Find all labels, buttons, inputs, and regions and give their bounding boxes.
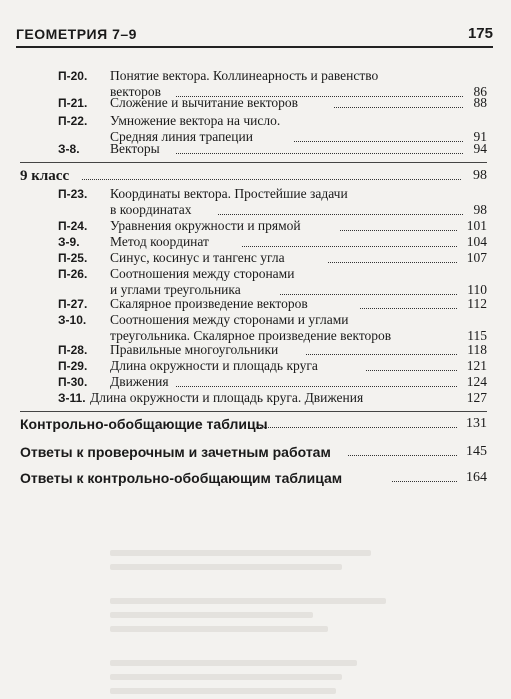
dot-leader bbox=[242, 246, 457, 247]
entry-page: 127 bbox=[466, 390, 487, 405]
dot-leader bbox=[82, 179, 461, 180]
entry-page: 124 bbox=[466, 374, 487, 389]
toc-entry-z9 bbox=[58, 234, 487, 250]
dot-leader bbox=[366, 370, 457, 371]
dot-leader bbox=[218, 214, 463, 215]
dot-leader bbox=[348, 455, 457, 456]
section-title: Ответы к проверочным и зачетным работам bbox=[20, 444, 331, 460]
entry-title: Соотношения между сторонами bbox=[110, 266, 295, 281]
entry-page: 121 bbox=[466, 358, 487, 373]
dot-leader bbox=[176, 386, 457, 387]
grade9-page: 98 bbox=[473, 168, 487, 183]
entry-title: Длина окружности и площадь круга bbox=[110, 358, 318, 373]
dot-leader bbox=[306, 354, 457, 355]
toc-entry-z11 bbox=[58, 390, 487, 406]
entry-code: П-26. bbox=[58, 267, 88, 281]
entry-code: З-8. bbox=[58, 142, 80, 156]
entry-code: П-24. bbox=[58, 219, 88, 233]
dot-leader bbox=[340, 230, 457, 231]
toc-entry-p26 bbox=[58, 266, 487, 298]
show-through-text bbox=[110, 550, 400, 670]
dot-leader bbox=[328, 262, 457, 263]
entry-title: Синус, косинус и тангенс угла bbox=[110, 250, 285, 265]
section-page: 131 bbox=[466, 416, 487, 431]
dot-leader bbox=[256, 427, 457, 428]
entry-title: Умножение вектора на число. bbox=[110, 113, 281, 128]
entry-title: Соотношения между сторонами и углами bbox=[110, 312, 349, 327]
entry-title: Векторы bbox=[110, 141, 160, 156]
entry-page: 88 bbox=[473, 95, 487, 110]
entry-code: З-11. bbox=[58, 391, 86, 405]
toc-entry-p28 bbox=[58, 342, 487, 358]
entry-code: П-21. bbox=[58, 96, 88, 110]
grade9-title: 9 класс bbox=[20, 168, 70, 184]
divider bbox=[20, 411, 487, 412]
entry-title: Понятие вектора. Коллинеарность и равенство bbox=[110, 68, 379, 83]
entry-title-cont: Средняя линия трапеции bbox=[110, 129, 253, 144]
toc-entry-z10 bbox=[58, 312, 487, 344]
toc-entry-p23 bbox=[58, 186, 487, 218]
entry-code: П-23. bbox=[58, 187, 88, 201]
entry-page: 112 bbox=[467, 296, 487, 311]
entry-code: П-25. bbox=[58, 251, 88, 265]
dot-leader bbox=[334, 107, 463, 108]
entry-title: Движения bbox=[110, 374, 169, 389]
entry-code: П-20. bbox=[58, 69, 88, 83]
dot-leader bbox=[280, 294, 457, 295]
entry-title: Координаты вектора. Простейшие задачи bbox=[110, 186, 348, 201]
entry-page: 115 bbox=[467, 328, 487, 343]
divider bbox=[20, 162, 487, 163]
entry-page: 101 bbox=[466, 218, 487, 233]
entry-code: П-30. bbox=[58, 375, 88, 389]
section-title: Контрольно-обобщающие таблицы bbox=[20, 416, 268, 432]
dot-leader bbox=[360, 308, 457, 309]
toc-entry-p21 bbox=[58, 95, 487, 111]
dot-leader bbox=[392, 481, 457, 482]
book-title: ГЕОМЕТРИЯ 7–9 bbox=[16, 26, 137, 42]
entry-title: Скалярное произведение векторов bbox=[110, 296, 308, 311]
toc-entry-p25 bbox=[58, 250, 487, 266]
entry-title-cont: векторов bbox=[110, 84, 162, 99]
entry-code: П-27. bbox=[58, 297, 88, 311]
section-answers-tests bbox=[20, 444, 487, 462]
entry-title: Сложение и вычитание векторов bbox=[110, 95, 299, 110]
entry-page: 104 bbox=[466, 234, 487, 249]
grade9-heading bbox=[20, 168, 487, 186]
running-header bbox=[16, 24, 493, 48]
entry-code: П-29. bbox=[58, 359, 88, 373]
entry-code: П-28. bbox=[58, 343, 88, 357]
entry-page: 107 bbox=[466, 250, 487, 265]
toc-entry-p27 bbox=[58, 296, 487, 312]
section-answers-tables bbox=[20, 470, 487, 488]
page-number: 175 bbox=[467, 25, 493, 42]
toc-entry-p24 bbox=[58, 218, 487, 234]
toc-entry-p29 bbox=[58, 358, 487, 374]
section-page: 145 bbox=[466, 444, 487, 459]
entry-page: 94 bbox=[473, 141, 487, 156]
toc-entry-z8 bbox=[58, 141, 487, 157]
entry-title-cont: треугольника. Скалярное произведение векторов bbox=[110, 328, 392, 343]
section-title: Ответы к контрольно-обобщающим таблицам bbox=[20, 470, 343, 486]
entry-title: Уравнения окружности и прямой bbox=[110, 218, 301, 233]
entry-title: Правильные многоугольники bbox=[110, 342, 279, 357]
entry-page: 118 bbox=[467, 342, 487, 357]
entry-title: Длина окружности и площадь круга. Движения bbox=[90, 390, 364, 405]
entry-page: 86 bbox=[473, 84, 487, 99]
entry-page: 91 bbox=[473, 129, 487, 144]
entry-code: З-10. bbox=[58, 313, 87, 327]
entry-code: П-22. bbox=[58, 114, 88, 128]
section-page: 164 bbox=[466, 470, 487, 485]
entry-title: Метод координат bbox=[110, 234, 209, 249]
entry-code: З-9. bbox=[58, 235, 80, 249]
section-control-tables bbox=[20, 416, 487, 434]
entry-page: 98 bbox=[473, 202, 487, 217]
dot-leader bbox=[176, 153, 463, 154]
entry-title-cont: в координатах bbox=[110, 202, 192, 217]
entry-page: 110 bbox=[467, 282, 487, 297]
toc-entry-p30 bbox=[58, 374, 487, 390]
entry-title-cont: и углами треугольника bbox=[110, 282, 241, 297]
